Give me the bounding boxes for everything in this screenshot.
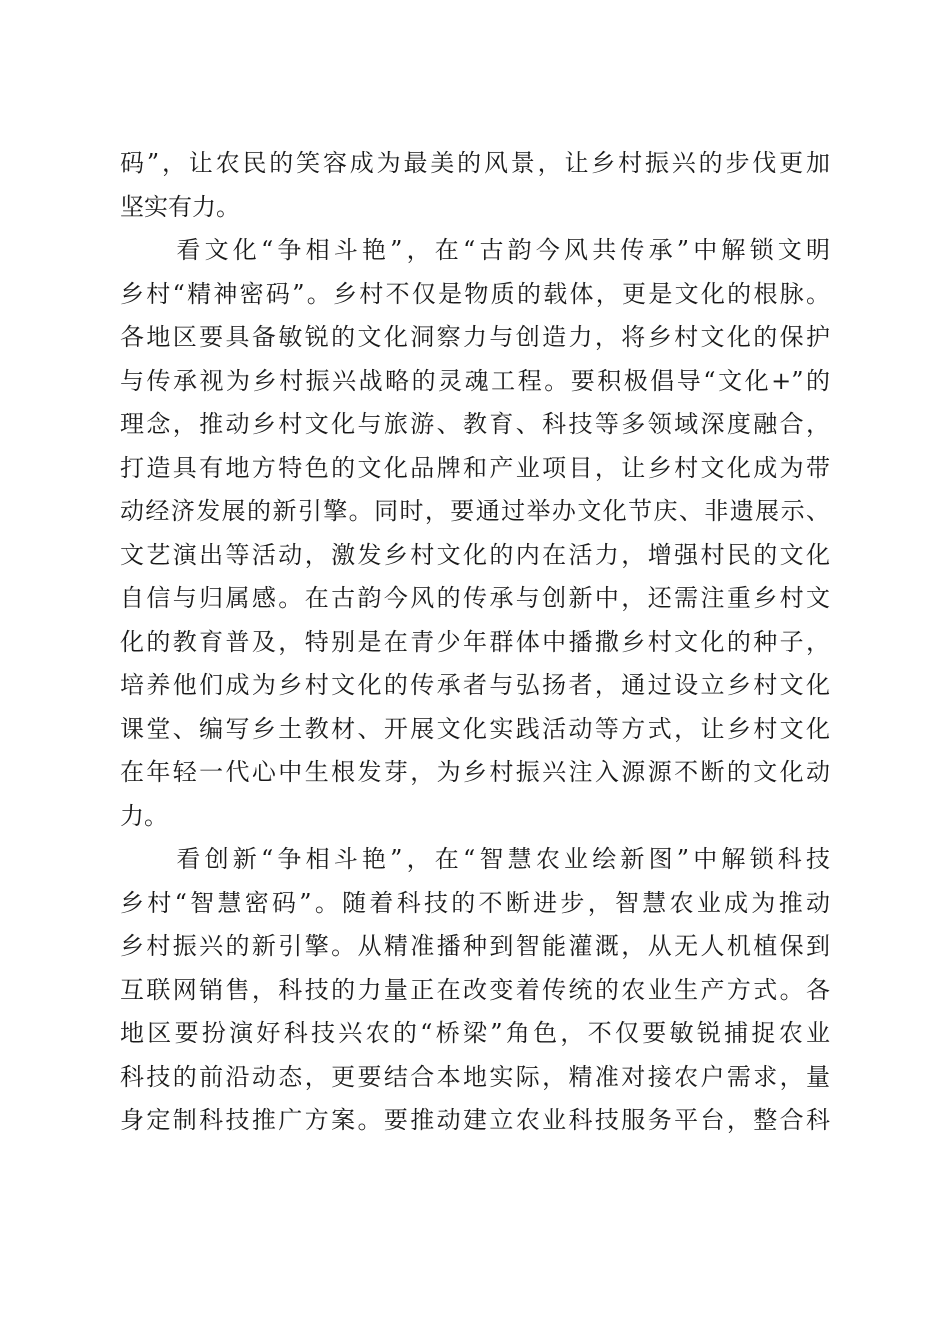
text-line: 乡村振兴的新引擎。从精准播种到智能灌溉，从无人机植保到 — [120, 932, 830, 960]
text-line: 互联网销售，科技的力量正在改变着传统的农业生产方式。各 — [120, 975, 830, 1004]
text-line: 理念，推动乡村文化与旅游、教育、科技等多领域深度融合， — [120, 410, 830, 438]
text-line: 看创新“争相斗艳”，在“智慧农业绘新图”中解锁科技 — [120, 845, 830, 873]
text-line: 乡村“精神密码”。乡村不仅是物质的载体，更是文化的根脉。 — [120, 279, 830, 308]
text-line: 乡村“智慧密码”。随着科技的不断进步，智慧农业成为推动 — [120, 888, 830, 917]
text-line: 科技的前沿动态，更要结合本地实际，精准对接农户需求，量 — [120, 1062, 830, 1091]
text-line: 看文化“争相斗艳”，在“古韵今风共传承”中解锁文明 — [120, 236, 830, 264]
text-line: 化的教育普及，特别是在青少年群体中播撒乡村文化的种子， — [120, 627, 830, 656]
text-line: 打造具有地方特色的文化品牌和产业项目，让乡村文化成为带 — [120, 453, 830, 482]
text-line: 力。 — [120, 801, 168, 830]
text-line: 地区要扮演好科技兴农的“桥梁”角色，不仅要敏锐捕捉农业 — [120, 1019, 830, 1047]
text-line: 各地区要具备敏锐的文化洞察力与创造力，将乡村文化的保护 — [120, 323, 830, 351]
text-line: 身定制科技推广方案。要推动建立农业科技服务平台，整合科 — [120, 1106, 830, 1134]
text-line: 培养他们成为乡村文化的传承者与弘扬者，通过设立乡村文化 — [120, 671, 830, 699]
text-line: 课堂、编写乡土教材、开展文化实践活动等方式，让乡村文化 — [120, 714, 830, 743]
text-line: 动经济发展的新引擎。同时，要通过举办文化节庆、非遗展示、 — [120, 497, 830, 525]
text-line: 文艺演出等活动，激发乡村文化的内在活力，增强村民的文化 — [120, 540, 830, 569]
text-line: 在年轻一代心中生根发芽，为乡村振兴注入源源不断的文化动 — [120, 758, 830, 786]
text-line: 码”，让农民的笑容成为最美的风景，让乡村振兴的步伐更加 — [120, 149, 830, 177]
document-page — [120, 142, 830, 1143]
text-line: 自信与归属感。在古韵今风的传承与创新中，还需注重乡村文 — [120, 584, 830, 612]
text-line: 与传承视为乡村振兴战略的灵魂工程。要积极倡导“文化+”的 — [120, 366, 830, 395]
text-line: 坚实有力。 — [120, 192, 240, 221]
